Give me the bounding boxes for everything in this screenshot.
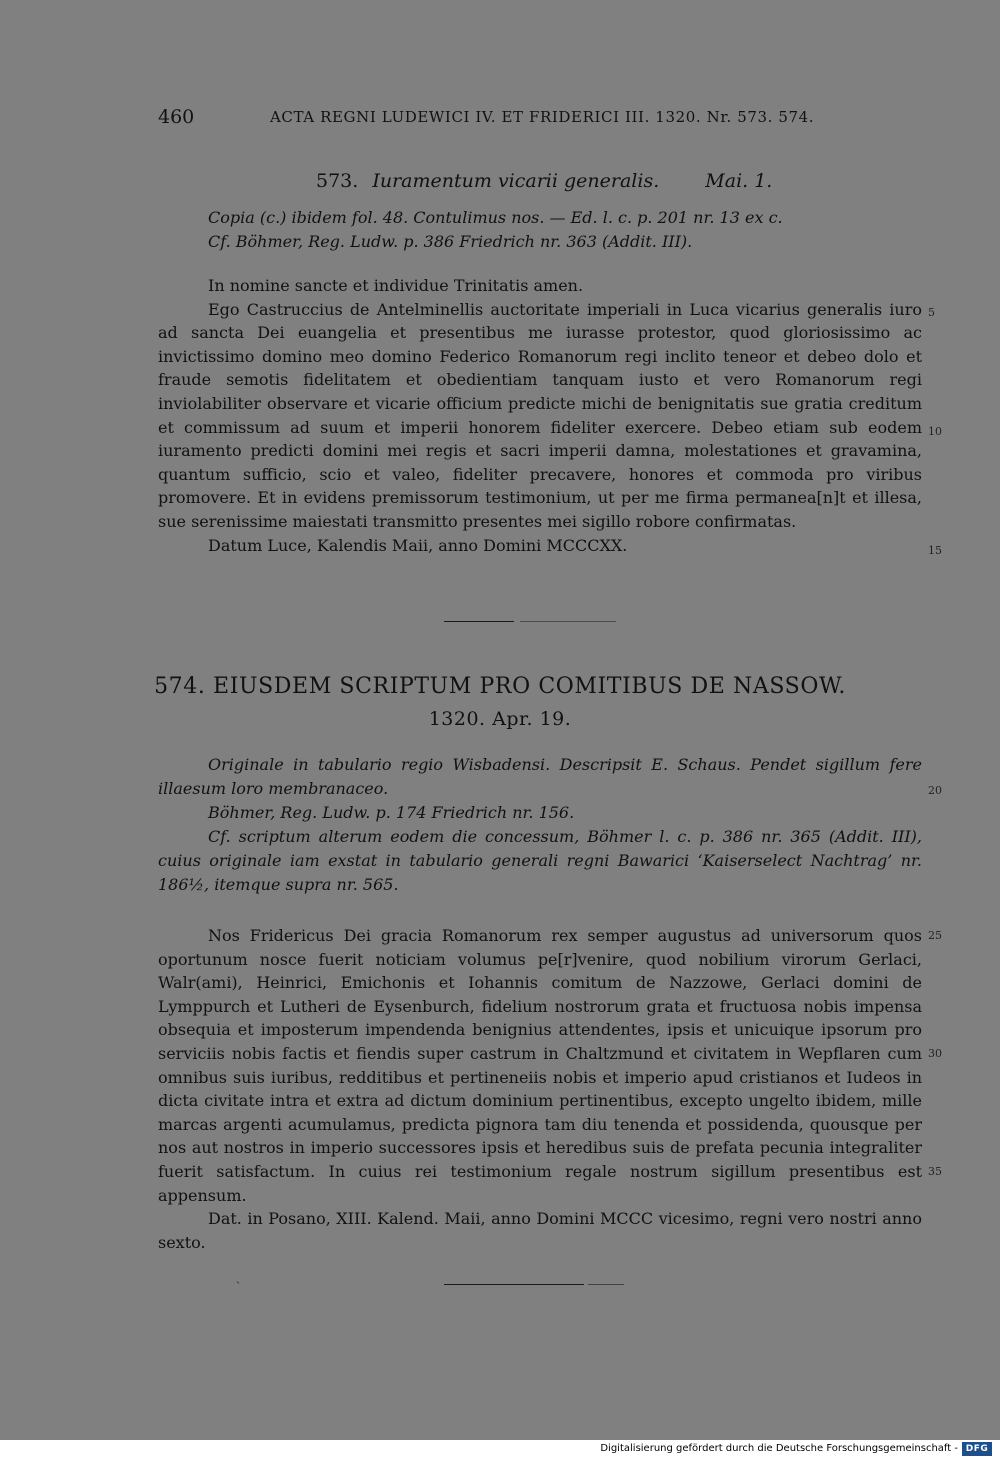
dfg-logo: DFG (962, 1442, 992, 1456)
line-number: 15 (928, 544, 942, 557)
doc573-number: 573. (316, 170, 359, 192)
doc574-body (158, 924, 922, 1254)
doc574-source-note: Cf. scriptum alterum eodem die concessum, Böhmer l. c. p. 386 nr. 365 (Addit. III), cuius originale iam exstat in tabulario generali regni Bawarici ‘Kaiserselect Nachtrag’ nr. 186½, itemque supra nr. 565. (158, 827, 922, 894)
stray-mark: ˏ (236, 1270, 240, 1284)
line-number: 5 (928, 306, 935, 319)
page-header (158, 104, 938, 134)
doc574-source-notes (158, 753, 922, 897)
doc573-date: Mai. 1. (705, 170, 773, 192)
footer-bar (0, 1440, 1000, 1459)
line-number: 30 (928, 1047, 942, 1060)
running-head: ACTA REGNI LUDEWICI IV. ET FRIDERICI III. 1320. Nr. 573. 574. (270, 108, 815, 126)
page-number: 460 (158, 106, 195, 128)
doc574-title: 574. EIUSDEM SCRIPTUM PRO COMITIBUS DE NASSOW. (154, 674, 846, 699)
doc573-main-text: Ego Castruccius de Antelminellis auctoritate imperiali in Luca vicarius generalis iuro ad sancta Dei euangelia et presentibus me iurasse protestor, quod gloriosissimo ac invictissimo domino meo domino Federico Romanorum regi inclito teneor et debeo dolo et fraude semotis fidelitatem et obedientiam tanquam iusto et vero Romanorum regi inviolabiliter observare et vicarie officium predicte michi de benignitatis sue gratia creditum et commissum ad suum et imperii honorem fideliter exercere. Debeo etiam sub eodem iuramento predicti domini mei regis et sacri imperii damna, molestationes et gravamina, quantum sufficio, scio et valeo, fideliter precavere, honores et commoda pro viribus promovere. Et in evidens premissorum testimonium, ut per me firma permanea[n]t et illesa, sue serenissime maiestati transmitto presentes mei sigillo robore confirmatas. (158, 299, 922, 531)
end-separator (444, 1284, 584, 1285)
line-number: 10 (928, 425, 942, 438)
doc573-source-notes (208, 206, 922, 254)
doc574-source-note: Böhmer, Reg. Ludw. p. 174 Friedrich nr. 156. (208, 803, 575, 822)
doc574-main-text: Nos Fridericus Dei gracia Romanorum rex semper augustus ad universorum quos oportunum nosce fuerit noticiam volumus pe[r]venire, quod nobilium virorum Gerlaci, Walr(ami), Heinrici, Emichonis et Iohannis comitum de Nazzowe, Gerlaci domini de Lymppurch et Lutheri de Eysenburch, fidelium nostrorum grata et fructuosa nobis impensa obsequia et imposterum impendenda benignius attendentes, ipsis et unicuique ipsorum pro serviciis nobis factis et fiendis super castrum in Chaltzmund et civitatem in Wepflaren cum omnibus suis iuribus, redditibus et pertineneiis nobis et imperio apud cristianos et Iudeos in dicta civitate intra et extra ad dictum dominium pertinentibus, excepto ungelto ibidem, mille marcas argenti acumulamus, predicta pignora tam diu tenenda et possidenda, quousque per nos aut nostros in imperio successores ipsis et heredibus suis de prefata pecunia integraliter fuerit satisfactum. In cuius rei testimonium regale nostrum sigillum presentibus est appensum. (158, 926, 922, 1205)
line-number: 20 (928, 784, 942, 797)
doc573-body (158, 274, 922, 557)
doc573-dating-clause: Datum Luce, Kalendis Maii, anno Domini MCCCXX. (208, 535, 628, 555)
doc573-heading (316, 170, 776, 192)
doc573-source-line: Copia (c.) ibidem fol. 48. Contulimus nos. — Ed. l. c. p. 201 nr. 13 ex c. (208, 208, 783, 227)
doc573-source-line: Cf. Böhmer, Reg. Ludw. p. 386 Friedrich nr. 363 (Addit. III). (208, 232, 693, 251)
end-separator-tail (588, 1284, 624, 1285)
section-separator-tail (520, 621, 616, 622)
doc573-title: Iuramentum vicarii generalis. (372, 170, 660, 192)
footer-credit: Digitalisierung gefördert durch die Deutsche Forschungsgemeinschaft - (600, 1443, 958, 1454)
doc573-invocation: In nomine sancte et individue Trinitatis amen. (208, 276, 584, 295)
doc574-dating-clause: Dat. in Posano, XIII. Kalend. Maii, anno Domini MCCC vicesimo, regni vero nostri anno sexto. (158, 1209, 922, 1252)
doc574-date: 1320. Apr. 19. (428, 708, 572, 730)
section-separator (444, 621, 514, 622)
line-number: 35 (928, 1165, 942, 1178)
line-number: 25 (928, 929, 942, 942)
doc574-source-note: Originale in tabulario regio Wisbadensi. Descripsit E. Schaus. Pendet sigillum fere illaesum loro membranaceo. (158, 755, 922, 798)
